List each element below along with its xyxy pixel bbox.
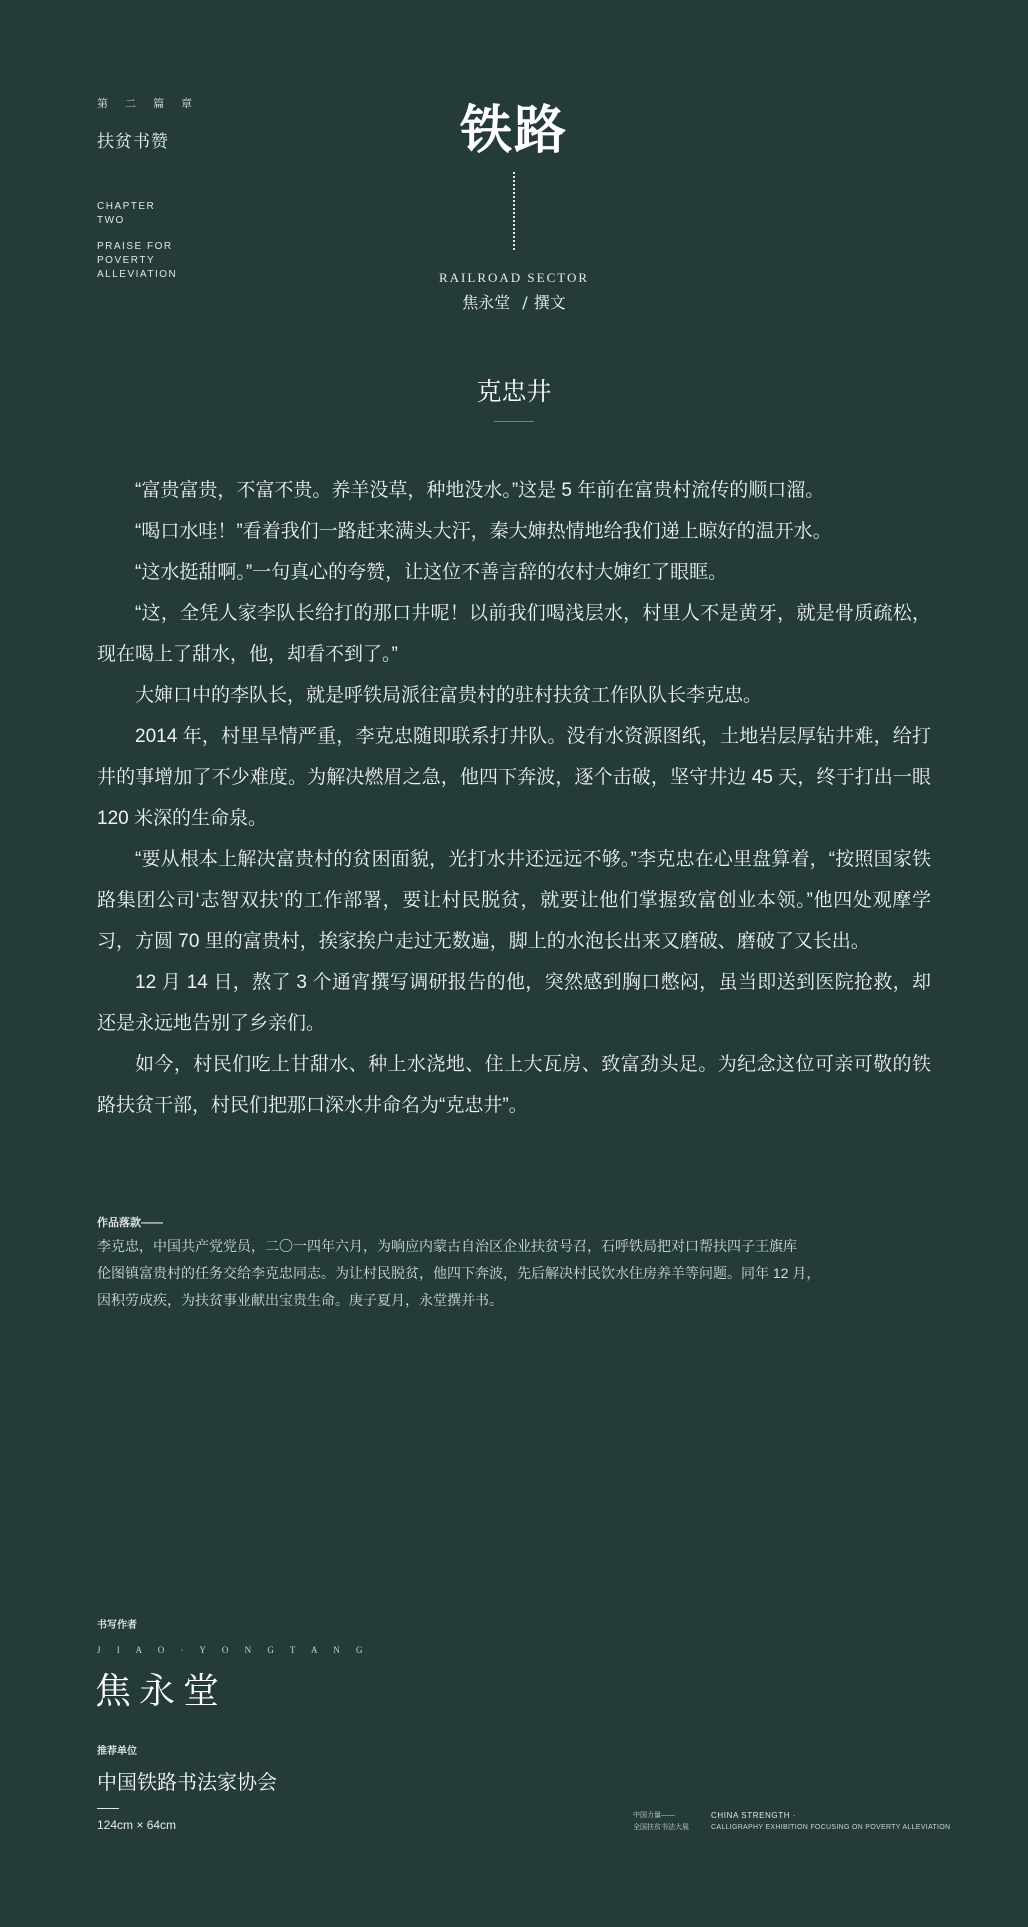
chapter-en-line: TWO <box>97 215 125 226</box>
article-body <box>97 470 931 1126</box>
exhibit-en-line: CALLIGRAPHY EXHIBITION FOCUSING ON POVERTY ALLEVIATION <box>711 1824 951 1831</box>
inscription-line: 李克忠，中国共产党党员，二〇一四年六月，为响应内蒙古自治区企业扶贫号召，石呼铁局把对口帮扶四子王旗库 <box>97 1238 797 1254</box>
chapter-number-cn: 第 二 篇 章 <box>97 98 200 110</box>
chapter-subtitle-cn: 扶贫书赞 <box>97 132 169 152</box>
writer-name: 焦永堂 <box>95 1671 228 1712</box>
article-title: 克忠井 <box>476 377 552 406</box>
inscription-line: 伦图镇富贵村的任务交给李克忠同志。为让村民脱贫，他四下奔波，先后解决村民饮水住房养羊等问题。同年 12 月， <box>97 1265 821 1281</box>
article-paragraph: 如今，村民们吃上甘甜水、种上水浇地、住上大瓦房、致富劲头足。为纪念这位可亲可敬的铁路扶贫干部，村民们把那口深水井命名为“克忠井”。 <box>97 1054 931 1116</box>
theme-en-line: ALLEVIATION <box>97 269 178 280</box>
inscription-line: 因积劳成疾，为扶贫事业献出宝贵生命。庚子夏月，永堂撰并书。 <box>97 1292 503 1308</box>
article-paragraph: 大婶口中的李队长，就是呼铁局派往富贵村的驻村扶贫工作队队长李克忠。 <box>135 685 763 706</box>
theme-en-line: POVERTY <box>97 255 156 266</box>
size-divider <box>97 1808 119 1809</box>
writer-pinyin: J I A O · Y O N G T A N G <box>97 1645 370 1655</box>
dotted-divider <box>513 172 515 250</box>
author-name: 焦永堂 <box>462 293 511 312</box>
exhibit-cn-line: 全国扶贫书法大展 <box>633 1824 689 1831</box>
exhibit-en-line: CHINA STRENGTH · <box>711 1811 797 1820</box>
inscription-text <box>97 1233 931 1314</box>
title-underline <box>494 421 534 422</box>
article-paragraph: “要从根本上解决富贵村的贫困面貌，光打水井还远远不够。”李克忠在心里盘算着，“按照国家铁路集团公司‘志智双扶’的工作部署，要让村民脱贫，就要让他们掌握致富创业本领。”他四处观摩学习，方圆 70 里的富贵村，挨家挨户走过无数遍，脚上的水泡长出来又磨破、磨破了又长出。 <box>97 849 931 952</box>
sector-en: RAILROAD SECTOR <box>438 270 590 285</box>
article-paragraph: 12 月 14 日，熬了 3 个通宵撰写调研报告的他，突然感到胸口憋闷，虽当即送到医院抢救，却还是永远地告别了乡亲们。 <box>97 972 931 1034</box>
author-separator: / <box>522 293 528 312</box>
exhibition-logo-cn <box>633 1810 689 1834</box>
article-paragraph: “这，全凭人家李队长给打的那口井呢！以前我们喝浅层水，村里人不是黄牙，就是骨质疏松，现在喝上了甜水，他，却看不到了。” <box>97 603 931 665</box>
chapter-number-en <box>97 200 155 228</box>
page-title: 铁路 <box>459 100 568 161</box>
article-paragraph: 2014 年，村里旱情严重，李克忠随即联系打井队。没有水资源图纸，土地岩层厚钻井难，给打井的事增加了不少难度。为解决燃眉之急，他四下奔波，逐个击破，坚守井边 45 天，终于打出一眼 120 米深的生命泉。 <box>97 726 931 829</box>
writer-label: 书写作者 <box>97 1620 137 1631</box>
recommend-org: 中国铁路书法家协会 <box>97 1770 277 1794</box>
author-role: 撰文 <box>533 293 566 312</box>
author-line <box>0 290 1028 313</box>
theme-en-line: PRAISE FOR <box>97 241 173 252</box>
article-paragraph: “这水挺甜啊。”一句真心的夸赞，让这位不善言辞的农村大婶红了眼眶。 <box>135 562 728 583</box>
artwork-size: 124cm × 64cm <box>97 1818 177 1832</box>
chapter-en-line: CHAPTER <box>97 201 156 212</box>
inscription-label: 作品落款—— <box>97 1217 163 1229</box>
article-paragraph: “喝口水哇！”看着我们一路赶来满头大汗，秦大婶热情地给我们递上晾好的温开水。 <box>135 521 832 542</box>
exhibition-logo-en <box>711 1810 950 1834</box>
recommend-label: 推荐单位 <box>97 1746 137 1757</box>
article-paragraph: “富贵富贵，不富不贵。养羊没草，种地没水。”这是 5 年前在富贵村流传的顺口溜。 <box>135 480 825 501</box>
exhibit-cn-line: 中国力量—— <box>633 1812 675 1819</box>
